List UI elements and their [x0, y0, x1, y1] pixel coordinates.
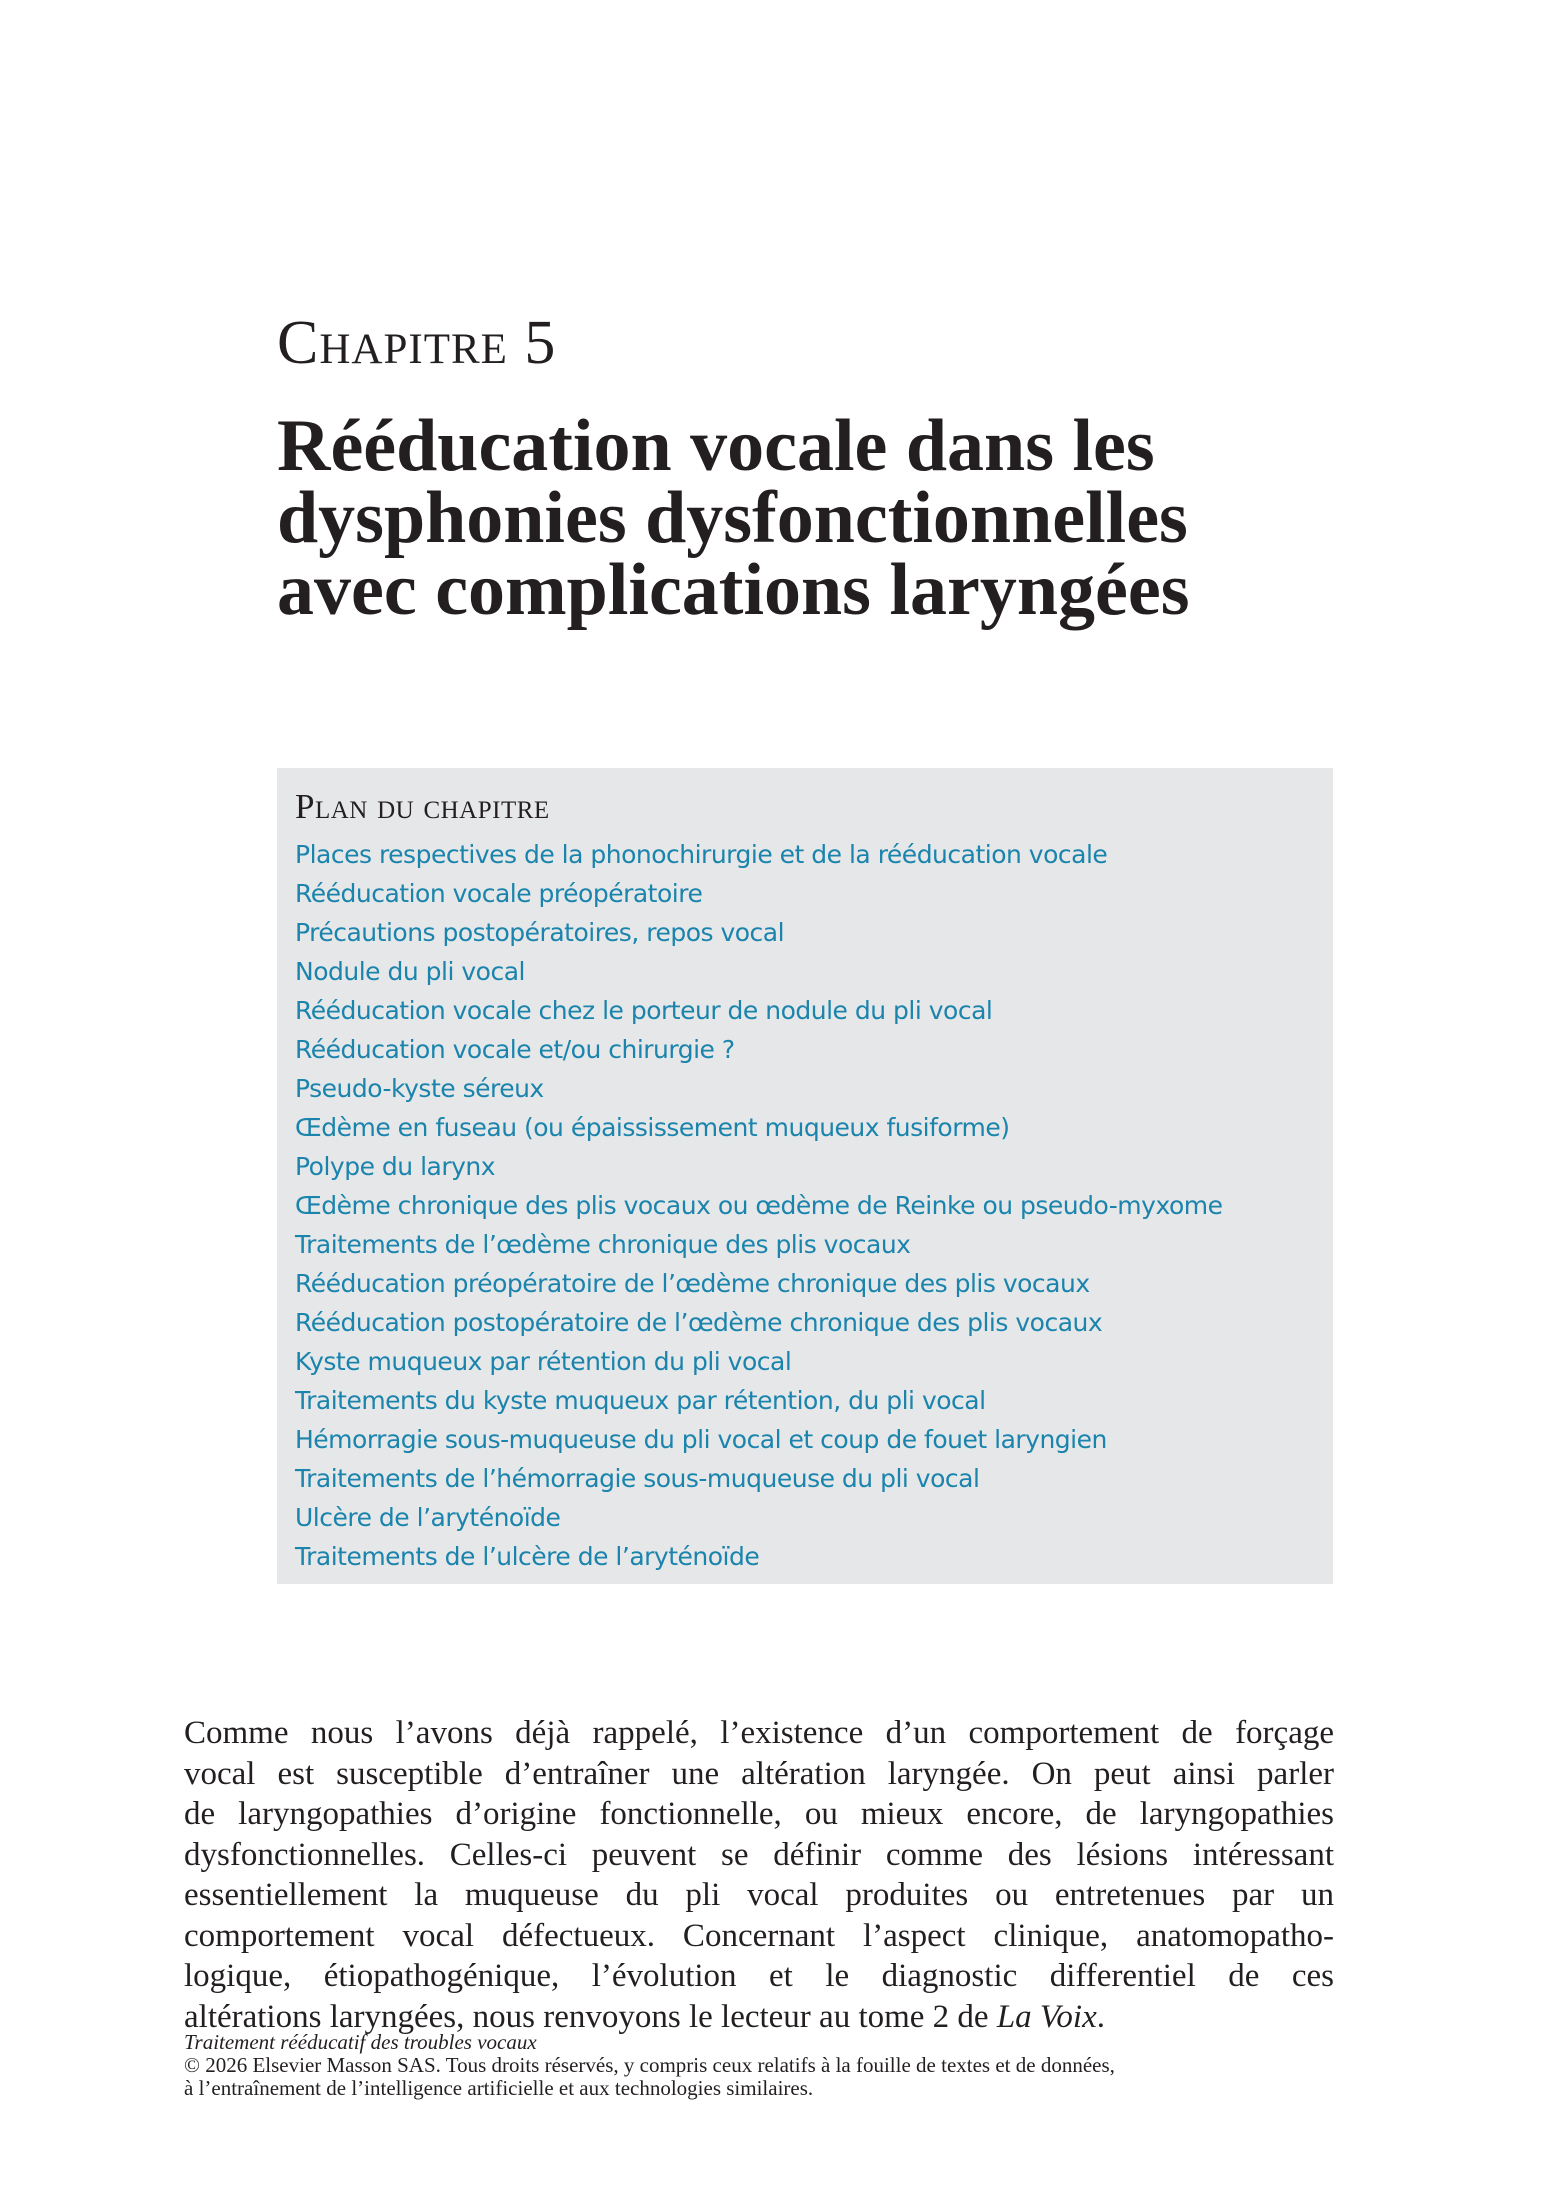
outline-link[interactable]: Rééducation vocale chez le porteur de nodule du pli vocal [295, 996, 993, 1025]
outline-link[interactable]: Traitements de l’œdème chronique des plis vocaux [295, 1230, 911, 1259]
body-line: logique, étiopathogénique, l’évolution et le diagnostic differentiel de ces [184, 1958, 1334, 1994]
chapter-outline-box [277, 768, 1333, 1584]
chapter-title [277, 405, 1377, 631]
outline-link[interactable]: Œdème chronique des plis vocaux ou œdème de Reinke ou pseudo-myxome [295, 1191, 1223, 1220]
outline-link[interactable]: Hémorragie sous-muqueuse du pli vocal et coup de fouet laryngien [295, 1425, 1107, 1454]
footer-copyright: à l’entraînement de l’intelligence artificielle et aux technologies similaires. [184, 2076, 814, 2100]
outline-link[interactable]: Pseudo-kyste séreux [295, 1074, 544, 1103]
outline-link[interactable]: Nodule du pli vocal [295, 957, 525, 986]
body-text-fragment: altérations laryngées, nous renvoyons le lecteur au tome 2 de [184, 1998, 997, 2035]
outline-link[interactable]: Rééducation vocale et/ou chirurgie ? [295, 1035, 735, 1064]
book-reference: La Voix [996, 1998, 1097, 2035]
outline-link[interactable]: Ulcère de l’aryténoïde [295, 1503, 561, 1532]
outline-link[interactable]: Rééducation préopératoire de l’œdème chronique des plis vocaux [295, 1269, 1090, 1298]
outline-link[interactable]: Kyste muqueux par rétention du pli vocal [295, 1347, 792, 1376]
body-line: dysfonctionnelles. Celles-ci peuvent se définir comme des lésions intéressant [184, 1836, 1334, 1873]
page-footer [184, 2031, 1334, 2100]
outline-link[interactable]: Rééducation postopératoire de l’œdème chronique des plis vocaux [295, 1308, 1103, 1337]
body-line: vocal est susceptible d’entraîner une altération laryngée. On peut ainsi parler [184, 1755, 1334, 1792]
body-line: essentiellement la muqueuse du pli vocal produites ou entretenues par un [184, 1877, 1334, 1913]
body-line: comportement vocal défectueux. Concernant l’aspect clinique, anatomopatho- [184, 1917, 1334, 1954]
chapter-label: Chapitre 5 [277, 309, 557, 377]
body-text-fragment: . [1096, 1998, 1105, 2035]
chapter-title-line: avec complications laryngées [277, 549, 1190, 631]
outline-link[interactable]: Polype du larynx [295, 1152, 496, 1181]
chapter-outline-list [295, 835, 1333, 1576]
outline-link[interactable]: Traitements de l’hémorragie sous-muqueuse du pli vocal [295, 1464, 980, 1493]
footer-copyright: © 2026 Elsevier Masson SAS. Tous droits réservés, y compris ceux relatifs à la fouille de textes et de données, [184, 2053, 1115, 2077]
body-line: de laryngopathies d’origine fonctionnelle, ou mieux encore, de laryngopathies [184, 1796, 1334, 1832]
chapter-outline-heading: Plan du chapitre [295, 787, 550, 826]
outline-link[interactable]: Rééducation vocale préopératoire [295, 879, 703, 908]
body-line: Comme nous l’avons déjà rappelé, l’existence d’un comportement de forçage [184, 1715, 1334, 1751]
outline-link[interactable]: Précautions postopératoires, repos vocal [295, 918, 785, 947]
outline-link[interactable]: Traitements de l’ulcère de l’aryténoïde [295, 1542, 760, 1571]
footer-book-title: Traitement rééducatif des troubles vocaux [184, 2030, 537, 2054]
chapter-title-line: dysphonies dysfonctionnelles [277, 477, 1188, 559]
body-paragraph [184, 1713, 1334, 2037]
outline-link[interactable]: Places respectives de la phonochirurgie et de la rééducation vocale [295, 840, 1108, 869]
outline-link[interactable]: Œdème en fuseau (ou épaississement muqueux fusiforme) [295, 1113, 1010, 1142]
outline-link[interactable]: Traitements du kyste muqueux par rétention, du pli vocal [295, 1386, 986, 1415]
chapter-title-line: Rééducation vocale dans les [277, 405, 1155, 487]
